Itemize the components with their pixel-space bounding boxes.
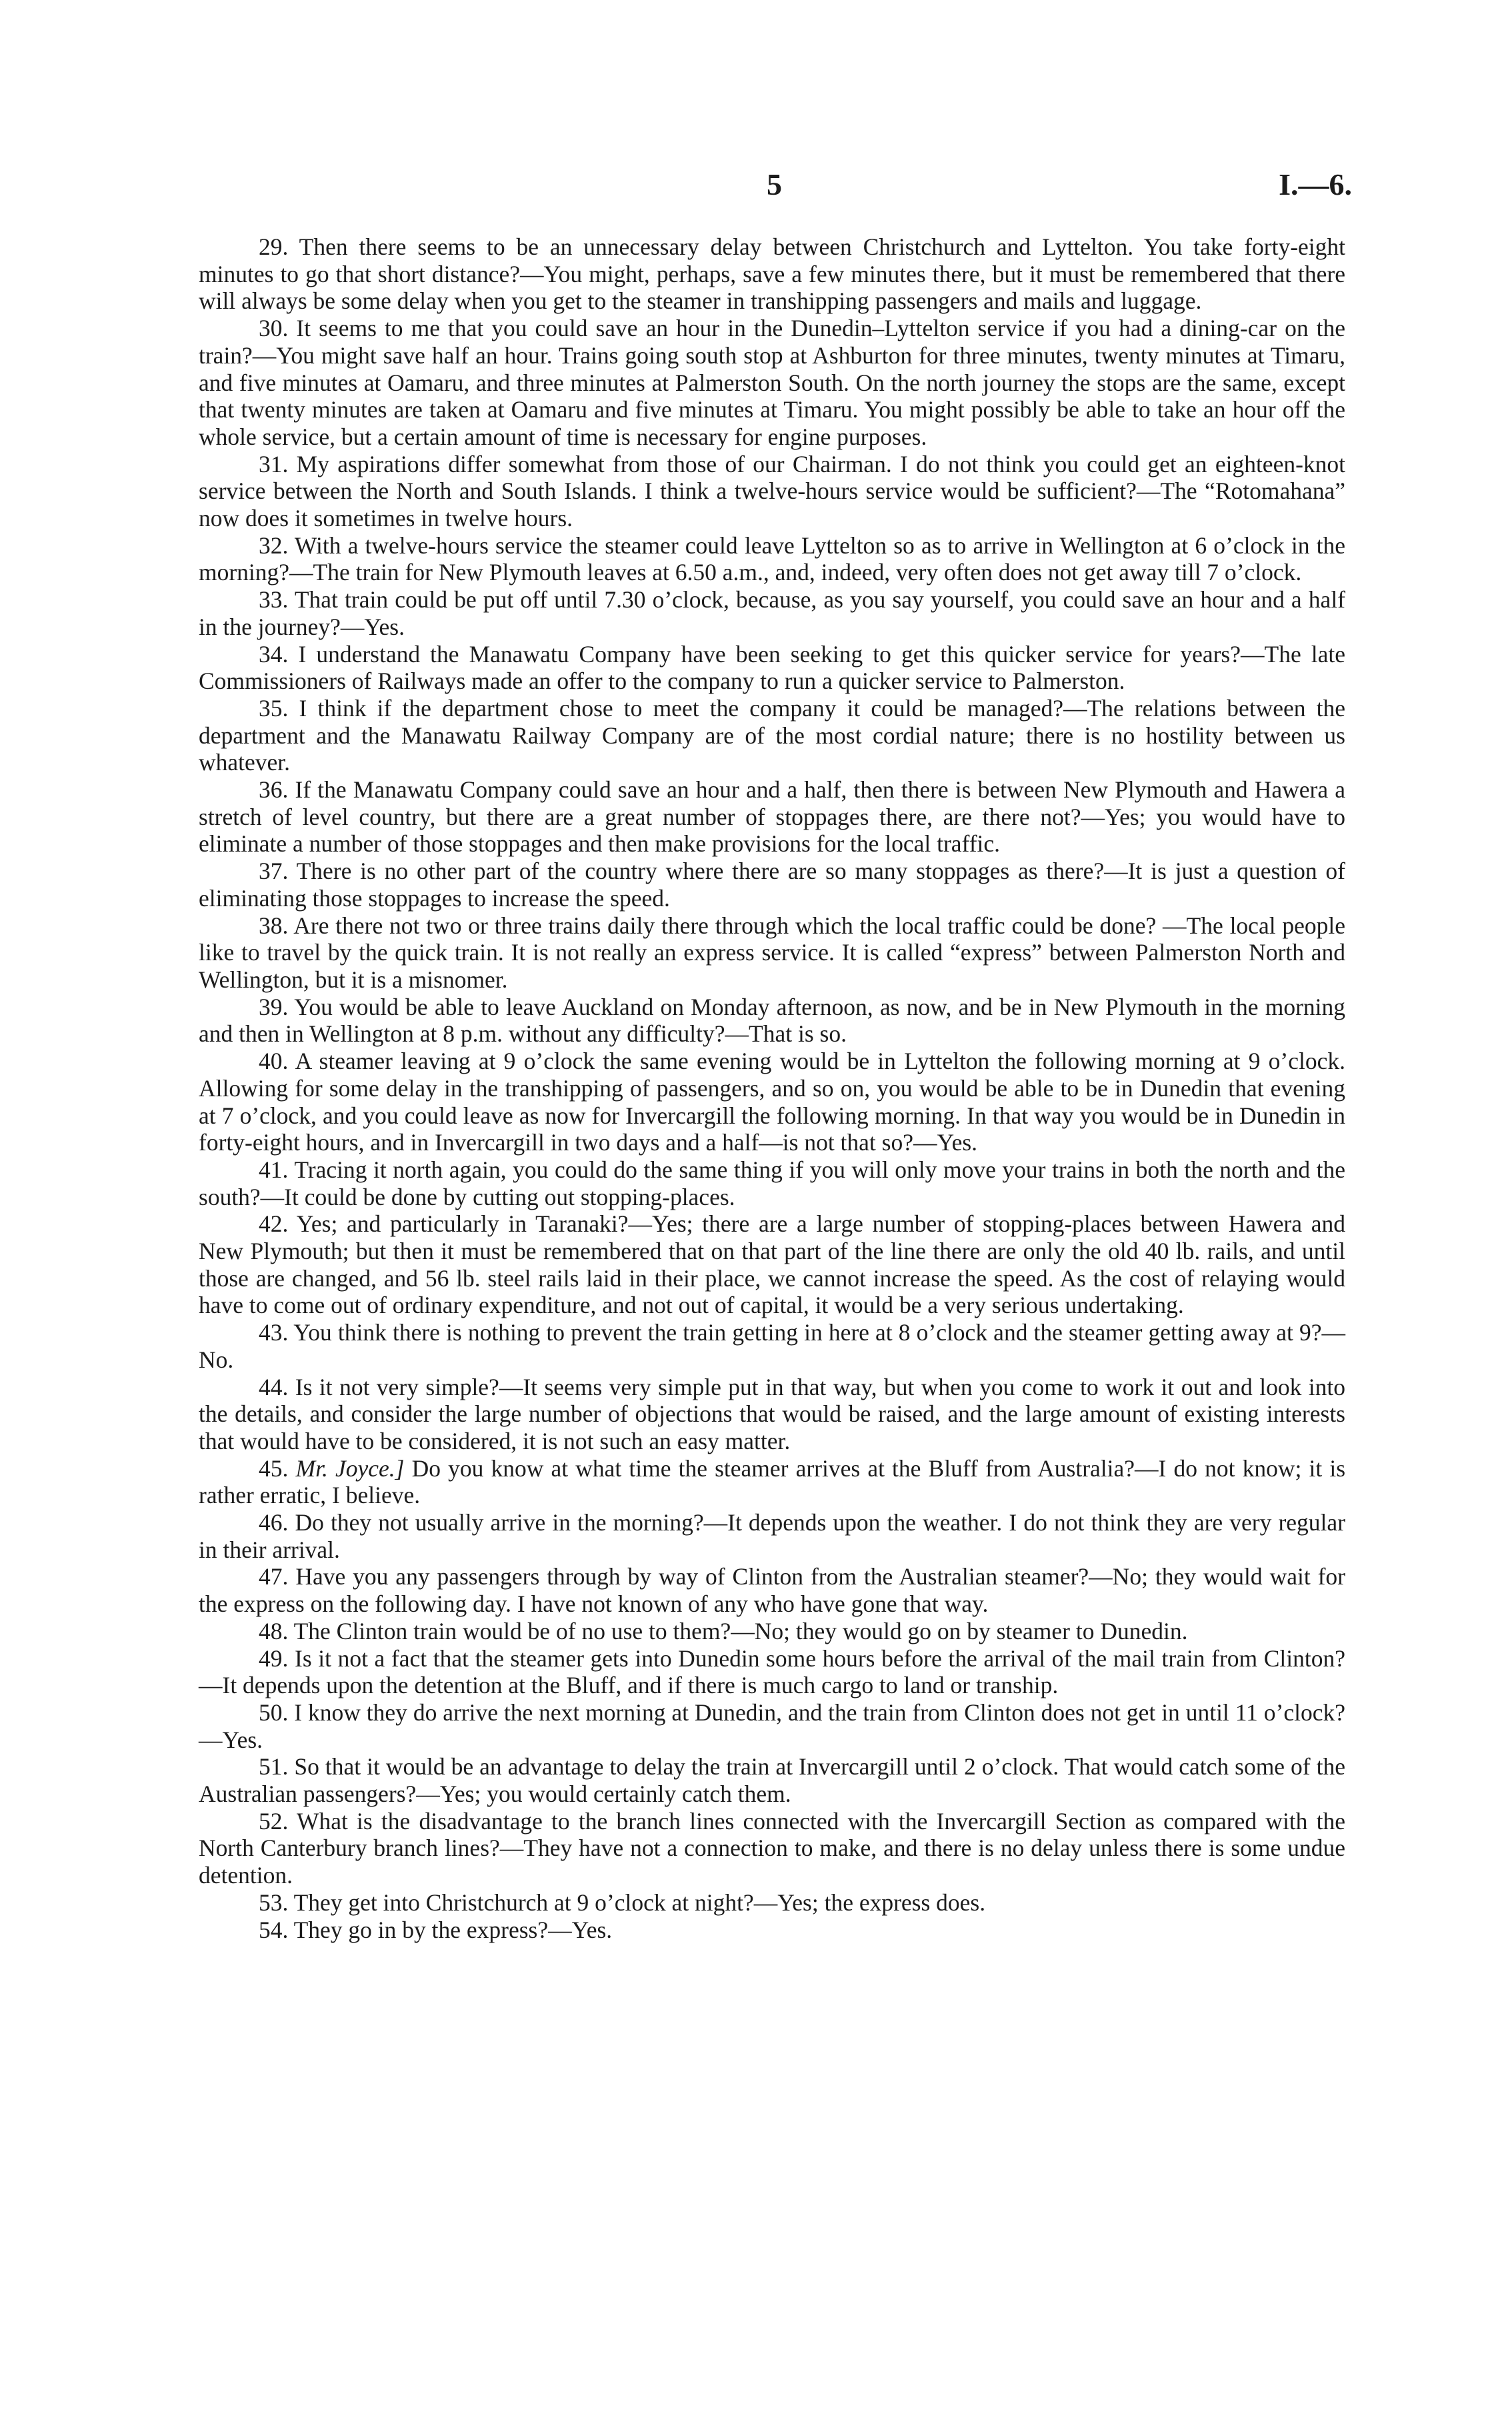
question-answer-text: Are there not two or three trains daily there through which the local traffic could be done? —The local people like to travel by the quick train. It is not really an express service. It is called “express” between Palmerston North and Wellington, but it is a misnomer. xyxy=(199,912,1346,993)
evidence-paragraph xyxy=(199,1563,1345,1617)
question-answer-text: Have you any passengers through by way of Clinton from the Australian steamer?—No; they would wait for the express on the following day. I have not known of any who have gone that way. xyxy=(199,1563,1346,1618)
question-number: 42. xyxy=(259,1210,289,1238)
evidence-paragraph xyxy=(199,1319,1345,1373)
page-number: 5 xyxy=(767,167,782,201)
question-number: 50. xyxy=(259,1698,289,1726)
question-answer-text: If the Manawatu Company could save an hour and a half, then there is between New Plymouth and Hawera a stretch of level country, but there are a great number of stoppages there, are there not?—Yes; you would have to eliminate a number of those stoppages and then make provisions for the local traffic. xyxy=(199,776,1346,858)
evidence-paragraph xyxy=(199,641,1345,695)
evidence-paragraph xyxy=(199,1455,1345,1509)
question-number: 43. xyxy=(259,1319,289,1346)
question-number: 49. xyxy=(259,1644,289,1672)
evidence-paragraph xyxy=(199,532,1345,586)
question-answer-text: A steamer leaving at 9 o’clock the same evening would be in Lyttelton the following morning at 9 o’clock. Allowing for some delay in the transhipping of passengers, and so on, you would be able to be in Dunedin that evening at 7 o’clock, and you could leave as now for Invercargill the following morning. In that way you would be in Dunedin in forty-eight hours, and in Invercargill in two days and a half—is not that so?—Yes. xyxy=(199,1048,1345,1156)
question-number: 37. xyxy=(259,858,289,885)
question-number: 31. xyxy=(259,450,289,477)
question-number: 53. xyxy=(259,1889,289,1916)
question-answer-text: What is the disadvantage to the branch lines connected with the Invercargill Section as compared with the North Canterbury branch lines?—They have not a connection to make, and there is no delay unless there is some undue detention. xyxy=(199,1807,1346,1889)
question-answer-text: It seems to me that you could save an hour in the Dunedin–Lyttelton service if you had a dining-car on the train?—You might save half an hour. Trains going south stop at Ashburton for three minutes, twenty minutes at Timaru, and five minutes at Oamaru, and three minutes at Palmerston South. On the north journey the stops are the same, except that twenty minutes are taken at Oamaru and five minutes at Timaru. You might possibly be able to take an hour off the whole service, but a certain amount of time is necessary for engine purposes. xyxy=(199,315,1346,450)
question-number: 54. xyxy=(259,1916,289,1943)
evidence-paragraph xyxy=(199,912,1345,994)
question-number: 46. xyxy=(259,1509,289,1536)
question-answer-text: Is it not a fact that the steamer gets into Dunedin some hours before the arrival of the mail train from Clinton?—It depends upon the detention at the Bluff, and if there is much cargo to land or tranship. xyxy=(199,1644,1346,1699)
question-answer-text: There is no other part of the country where there are so many stoppages as there?—It is just a question of eliminating those stoppages to increase the speed. xyxy=(199,858,1346,912)
question-answer-text: My aspirations differ somewhat from those of our Chairman. I do not think you could get an eighteen-knot service between the North and South Islands. I think a twelve-hours service would be sufficient?—The “Rotomahana” now does it sometimes in twelve hours. xyxy=(199,450,1346,532)
evidence-paragraph xyxy=(199,1509,1345,1563)
evidence-paragraph xyxy=(199,451,1345,532)
question-answer-text: So that it would be an advantage to delay the train at Invercargill until 2 o’clock. That would catch some of the Australian passengers?—Yes; you would certainly catch them. xyxy=(199,1753,1345,1808)
evidence-paragraph xyxy=(199,1753,1345,1807)
question-answer-text: With a twelve-hours service the steamer could leave Lyttelton so as to arrive in Wellington at 6 o’clock in the morning?—The train for New Plymouth leaves at 6.50 a.m., and, indeed, very often does not get away till 7 o’clock. xyxy=(199,531,1346,586)
evidence-paragraph xyxy=(199,1917,1345,1944)
question-number: 40. xyxy=(259,1048,289,1075)
evidence-paragraph xyxy=(199,1156,1345,1210)
question-number: 33. xyxy=(259,586,289,614)
question-answer-text: Yes; and particularly in Taranaki?—Yes; there are a large number of stopping-places between Hawera and New Plymouth; but then it must be remembered that on that part of the line there are only the old 40 lb. rails, and until those are changed, and 56 lb. steel rails laid in their place, we cannot increase the speed. As the cost of relaying would have to come out of ordinary expenditure, and not out of capital, it would be a very serious undertaking. xyxy=(199,1210,1345,1319)
evidence-paragraph xyxy=(199,315,1345,451)
question-answer-text: You think there is nothing to prevent the train getting in here at 8 o’clock and the steamer getting away at 9?—No. xyxy=(199,1319,1346,1373)
question-number: 52. xyxy=(259,1807,289,1835)
question-answer-text: Do you know at what time the steamer arrives at the Bluff from Australia?—I do not know; it is rather erratic, I believe. xyxy=(199,1454,1346,1509)
question-number: 29. xyxy=(259,233,289,260)
page-header xyxy=(0,167,1512,220)
minutes-of-evidence xyxy=(199,233,1345,1943)
question-number: 34. xyxy=(259,640,289,668)
document-reference: I.—6. xyxy=(1279,167,1352,201)
question-answer-text: The Clinton train would be of no use to them?—No; they would go on by steamer to Dunedin. xyxy=(293,1617,1188,1644)
evidence-paragraph xyxy=(199,1618,1345,1645)
question-answer-text: Do they not usually arrive in the morning?—It depends upon the weather. I do not think they are very regular in their arrival. xyxy=(199,1509,1345,1563)
question-answer-text: I think if the department chose to meet the company it could be managed?—The relations between the department and the Manawatu Railway Company are of the most cordial nature; there is no hostility between us whatever. xyxy=(199,694,1345,776)
speaker-name: Mr. Joyce.] xyxy=(295,1454,405,1482)
evidence-paragraph xyxy=(199,586,1345,640)
question-answer-text: I understand the Manawatu Company have been seeking to get this quicker service for years?—The late Commissioners of Railways made an offer to the company to run a quicker service to Palmerston. xyxy=(199,640,1346,695)
question-number: 30. xyxy=(259,315,289,342)
question-answer-text: I know they do arrive the next morning at Dunedin, and the train from Clinton does not get in until 11 o’clock?—Yes. xyxy=(199,1698,1345,1753)
evidence-paragraph xyxy=(199,1645,1345,1699)
question-number: 47. xyxy=(259,1563,289,1590)
evidence-paragraph xyxy=(199,858,1345,912)
question-answer-text: Tracing it north again, you could do the same thing if you will only move your trains in both the north and the south?—It could be done by cutting out stopping-places. xyxy=(199,1156,1346,1210)
question-number: 51. xyxy=(259,1753,289,1780)
evidence-paragraph xyxy=(199,994,1345,1048)
question-answer-text: They go in by the express?—Yes. xyxy=(293,1916,613,1943)
evidence-paragraph xyxy=(199,776,1345,858)
question-number: 48. xyxy=(259,1617,289,1644)
question-number: 36. xyxy=(259,776,289,804)
question-number: 32. xyxy=(259,531,289,559)
question-answer-text: Is it not very simple?—It seems very simple put in that way, but when you come to work it out and look into the details, and consider the large number of objections that would be raised, and the large amount of existing interests that would have to be considered, it is not such an easy matter. xyxy=(199,1373,1346,1454)
evidence-paragraph xyxy=(199,695,1345,776)
question-number: 45. xyxy=(259,1454,289,1482)
question-number: 39. xyxy=(259,993,289,1020)
question-number: 38. xyxy=(259,912,289,939)
question-number: 41. xyxy=(259,1156,289,1183)
evidence-paragraph xyxy=(199,1889,1345,1917)
evidence-paragraph xyxy=(199,1048,1345,1156)
evidence-paragraph xyxy=(199,1210,1345,1319)
evidence-paragraph xyxy=(199,233,1345,315)
question-answer-text: Then there seems to be an unnecessary delay between Christchurch and Lyttelton. You take forty-eight minutes to go that short distance?—You might, perhaps, save a few minutes there, but it must be remembered that there will always be some delay when you get to the steamer in transhipping passengers and mails and luggage. xyxy=(199,233,1346,315)
evidence-paragraph xyxy=(199,1374,1345,1455)
question-answer-text: You would be able to leave Auckland on Monday afternoon, as now, and be in New Plymouth in the morning and then in Wellington at 8 p.m. without any difficulty?—That is so. xyxy=(199,993,1346,1048)
evidence-paragraph xyxy=(199,1808,1345,1889)
question-number: 44. xyxy=(259,1373,289,1400)
question-number: 35. xyxy=(259,694,289,722)
question-answer-text: That train could be put off until 7.30 o’clock, because, as you say yourself, you could save an hour and a half in the journey?—Yes. xyxy=(199,586,1346,640)
question-answer-text: They get into Christchurch at 9 o’clock at night?—Yes; the express does. xyxy=(293,1889,986,1916)
evidence-paragraph xyxy=(199,1699,1345,1753)
